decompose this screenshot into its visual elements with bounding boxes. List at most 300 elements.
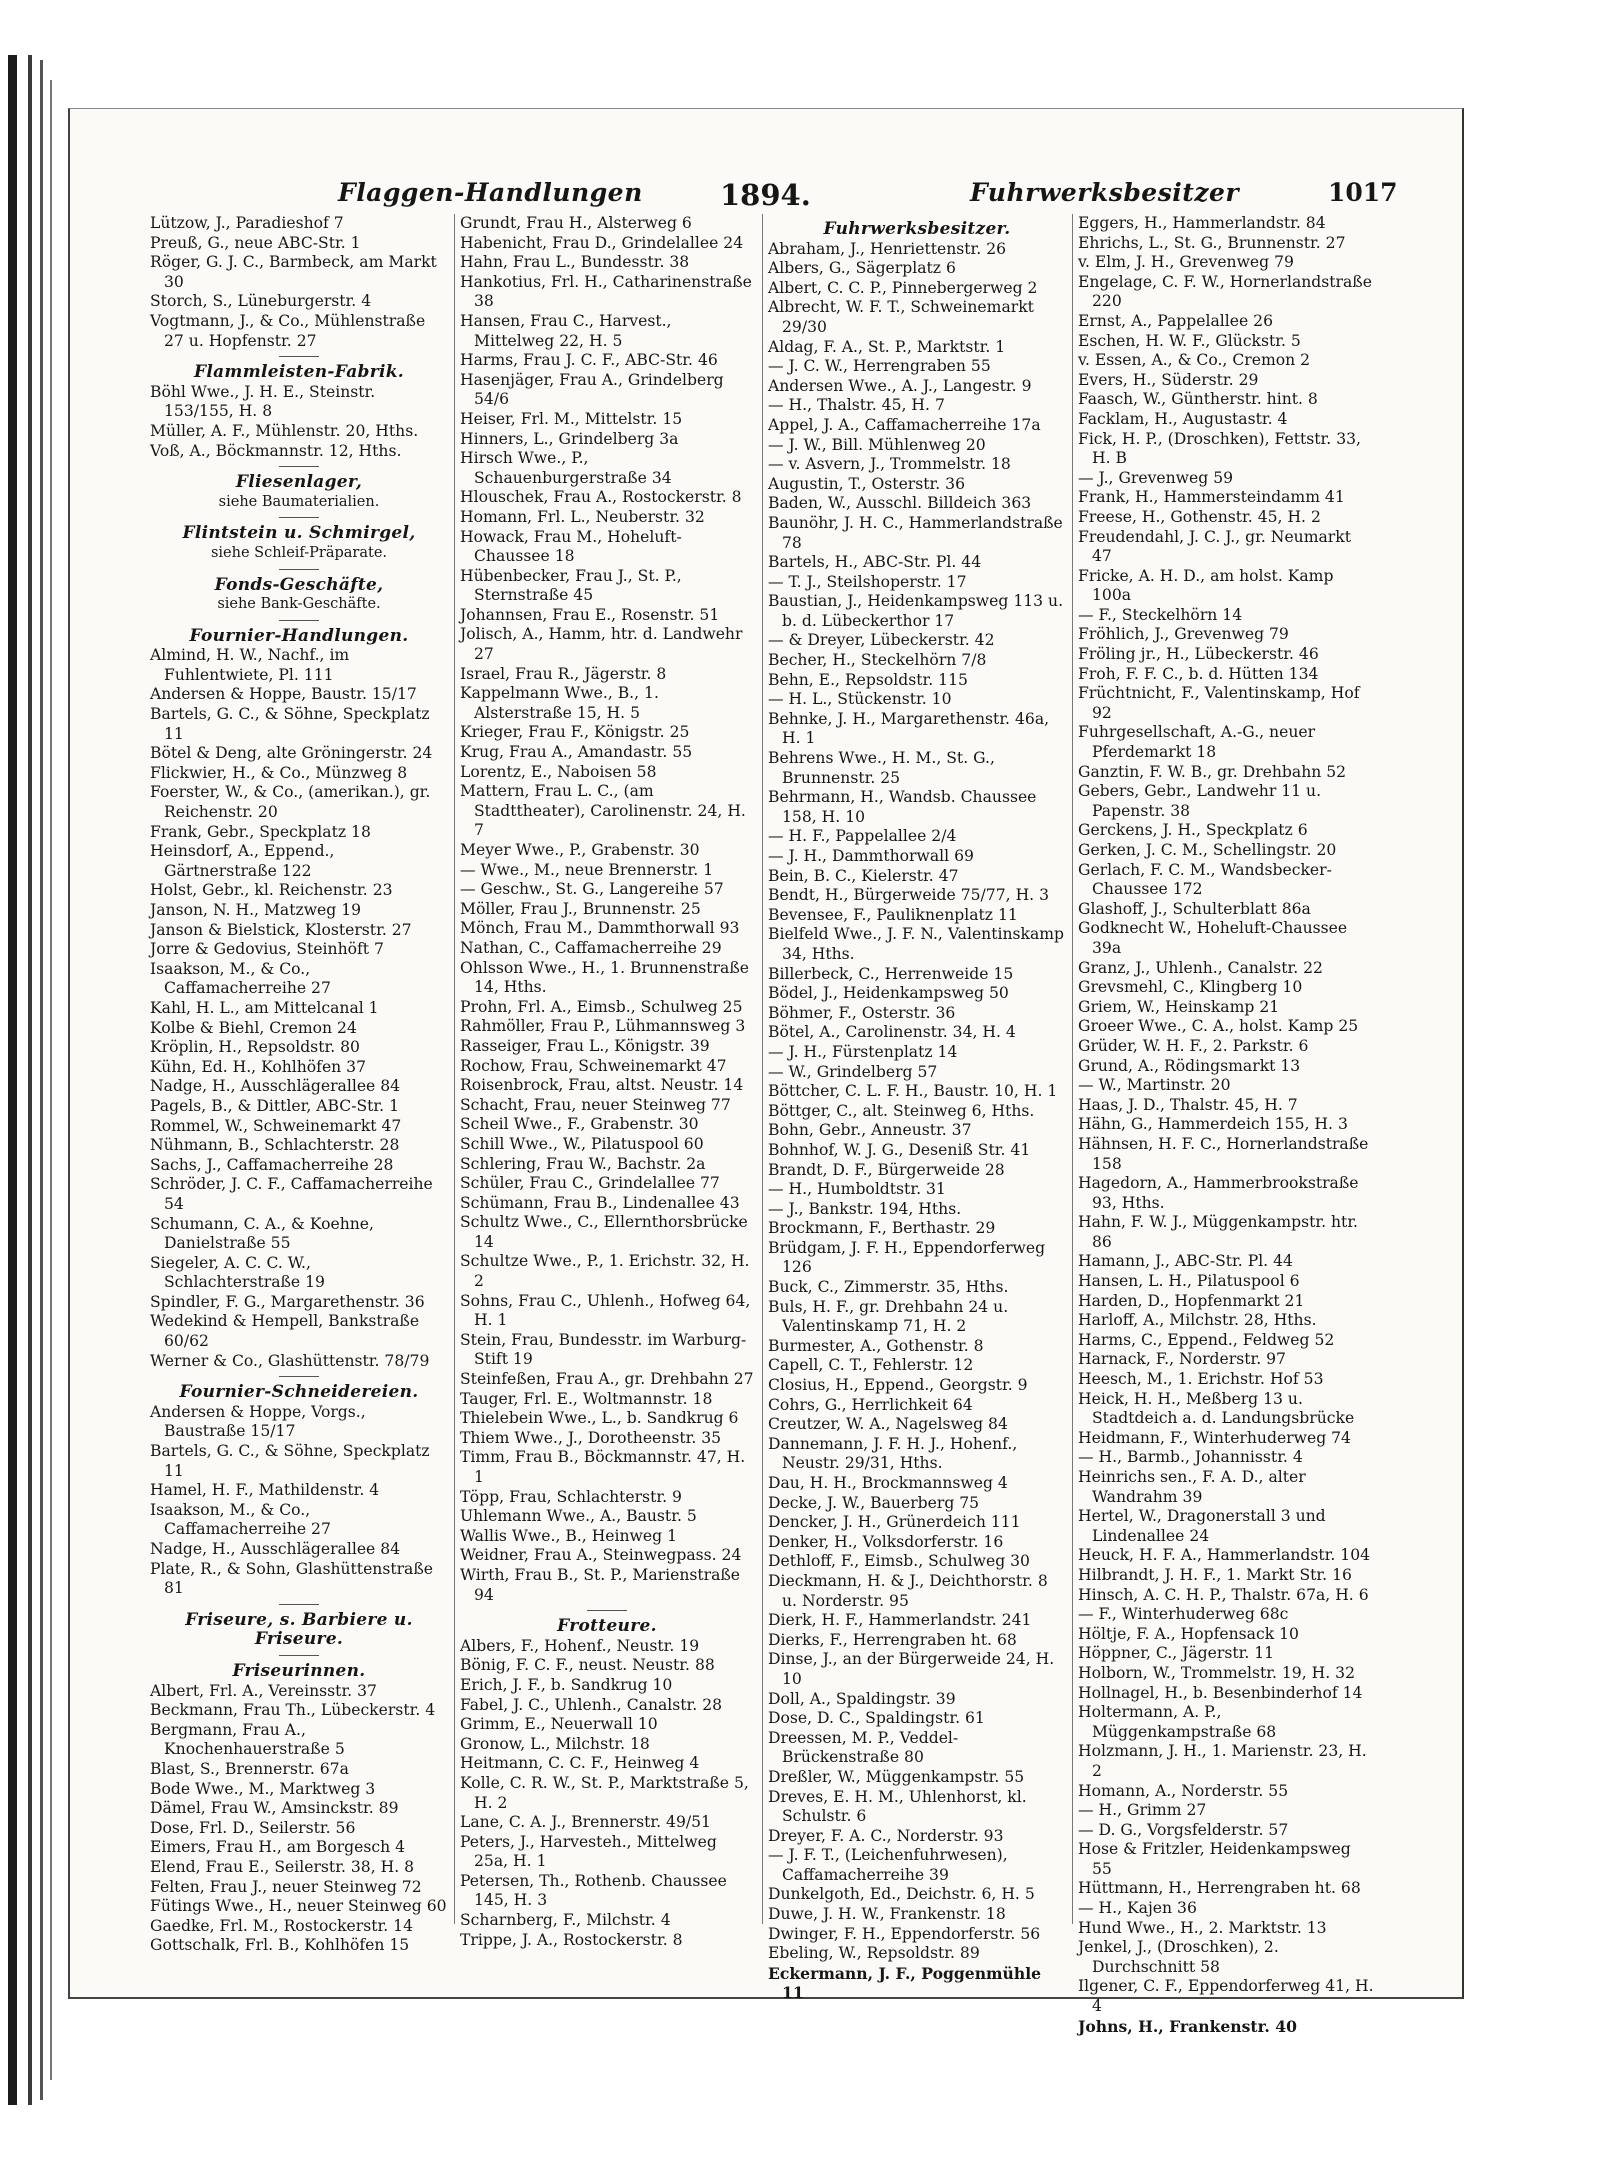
section-rule — [279, 466, 319, 467]
section-heading: Frotteure. — [557, 1616, 657, 1637]
directory-entry: — Geschw., St. G., Langereihe 57 — [460, 880, 724, 899]
directory-entry: Uhlemann Wwe., A., Baustr. 5 — [460, 1507, 697, 1526]
directory-entry: Gerckens, J. H., Speckplatz 6 — [1078, 821, 1308, 840]
directory-entry: Albers, G., Sägerplatz 6 — [768, 259, 956, 278]
directory-entry: v. Essen, A., & Co., Cremon 2 — [1078, 351, 1311, 370]
directory-entry: Ebeling, W., Repsoldstr. 89 — [768, 1944, 980, 1963]
directory-entry: Blast, S., Brennerstr. 67a — [150, 1759, 349, 1778]
directory-entry: Baden, W., Ausschl. Billdeich 363 — [768, 494, 1032, 513]
header-year: 1894. — [720, 178, 811, 212]
directory-entry: Früchtnicht, F., Valentinskamp, Hof 92 — [1078, 684, 1360, 722]
directory-entry: Eckermann, J. F., Poggenmühle 11 — [768, 1963, 1042, 2003]
directory-entry: Dinse, J., an der Bürgerweide 24, H. 10 — [768, 1650, 1055, 1688]
directory-entry: Schultz Wwe., C., Ellernthorsbrücke 14 — [460, 1213, 748, 1251]
directory-entry: Höppner, C., Jägerstr. 11 — [1078, 1644, 1275, 1663]
directory-entry: Bohnhof, W. J. G., Deseniß Str. 41 — [768, 1140, 1031, 1159]
directory-entry: Prohn, Frl. A., Eimsb., Schulweg 25 — [460, 997, 743, 1016]
cross-reference: siehe Bank-Geschäfte. — [217, 596, 381, 613]
directory-entry: Andersen & Hoppe, Vorgs., Baustraße 15/17 — [150, 1402, 366, 1441]
directory-entry: Hahn, F. W. J., Müggenkampstr. htr. 86 — [1078, 1213, 1359, 1251]
directory-entry: Tauger, Frl. E., Woltmannstr. 18 — [460, 1389, 713, 1408]
directory-entry: Fricke, A. H. D., am holst. Kamp 100a — [1078, 566, 1334, 605]
book-binding-edge — [0, 0, 62, 2177]
directory-entry: Bein, B. C., Kielerstr. 47 — [768, 866, 959, 885]
directory-entry: Schumann, C. A., & Koehne, Danielstraße 55 — [150, 1214, 374, 1253]
directory-entry: Storch, S., Lüneburgerstr. 4 — [150, 292, 372, 311]
section-rule — [279, 569, 319, 570]
directory-entry: Brandt, D. F., Bürgerweide 28 — [768, 1160, 1005, 1179]
directory-entry: Scheil Wwe., F., Grabenstr. 30 — [460, 1115, 699, 1134]
section-rule — [279, 356, 319, 357]
directory-entry: Böhmer, F., Osterstr. 36 — [768, 1003, 956, 1022]
directory-entry: Froh, F. F. C., b. d. Hütten 134 — [1078, 664, 1319, 683]
directory-entry: Brockmann, F., Berthastr. 29 — [768, 1219, 996, 1238]
directory-entry: Hankotius, Frl. H., Catharinenstraße 38 — [460, 272, 752, 311]
directory-entry: Hahn, Frau L., Bundesstr. 38 — [460, 253, 690, 272]
directory-entry: Albers, F., Hohenf., Neustr. 19 — [460, 1636, 700, 1655]
directory-entry: Sohns, Frau C., Uhlenh., Hofweg 64, H. 1 — [460, 1291, 751, 1330]
directory-entry: Gronow, L., Milchstr. 18 — [460, 1734, 650, 1753]
directory-entry: Rasseiger, Frau L., Königstr. 39 — [460, 1036, 710, 1055]
directory-entry: Bergmann, Frau A., Knochenhauerstraße 5 — [150, 1720, 345, 1759]
directory-entry: — T. J., Steilshoperstr. 17 — [768, 572, 967, 591]
directory-entry: Dau, H. H., Brockmannsweg 4 — [768, 1474, 1008, 1492]
directory-entry: Eggers, H., Hammerlandstr. 84 — [1078, 214, 1326, 232]
directory-entry: Dierks, F., Herrengraben ht. 68 — [768, 1630, 1017, 1649]
directory-entry: Krieger, Frau F., Königstr. 25 — [460, 723, 690, 742]
page-header — [258, 178, 1398, 214]
directory-entry: Dieckmann, H. & J., Deichthorstr. 8 u. Norderstr. 95 — [768, 1571, 1048, 1610]
directory-entry: Hilbrandt, J. H. F., 1. Markt Str. 16 — [1078, 1565, 1352, 1584]
directory-entry: Hlouschek, Frau A., Rostockerstr. 8 — [460, 488, 742, 507]
directory-entry: Buck, C., Zimmerstr. 35, Hths. — [768, 1278, 1009, 1297]
directory-entry: Schlering, Frau W., Bachstr. 2a — [460, 1154, 706, 1173]
directory-entry: Dose, D. C., Spaldingstr. 61 — [768, 1709, 985, 1728]
directory-entry: Schümann, Frau B., Lindenallee 43 — [460, 1193, 740, 1212]
directory-entry: — H., Barmb., Johannisstr. 4 — [1078, 1448, 1303, 1467]
directory-entry: Granz, J., Uhlenh., Canalstr. 22 — [1078, 958, 1323, 977]
directory-entry: — & Dreyer, Lübeckerstr. 42 — [768, 631, 995, 650]
column-3 — [768, 214, 1066, 2003]
directory-entry: Hirsch Wwe., P., Schauenburgerstraße 34 — [460, 449, 672, 487]
directory-entry: — W., Martinstr. 20 — [1078, 1076, 1231, 1095]
directory-entry: Harloff, A., Milchstr. 28, Hths. — [1078, 1311, 1317, 1330]
column-divider — [1072, 214, 1073, 1924]
directory-entry: Habenicht, Frau D., Grindelallee 24 — [460, 233, 744, 252]
directory-entry: Heinsdorf, A., Eppend., Gärtnerstraße 122 — [150, 842, 335, 880]
directory-entry: Hollnagel, H., b. Besenbinderhof 14 — [1078, 1683, 1363, 1702]
directory-entry: Gerlach, F. C. M., Wandsbecker-Chaussee 172 — [1078, 860, 1332, 899]
directory-entry: Closius, H., Eppend., Georgstr. 9 — [768, 1376, 1028, 1395]
directory-entry: Hübenbecker, Frau J., St. P., Sternstraße 45 — [460, 566, 682, 605]
directory-entry: Harnack, F., Norderstr. 97 — [1078, 1350, 1286, 1369]
directory-entry: Gerken, J. C. M., Schellingstr. 20 — [1078, 841, 1337, 859]
directory-entry: Schultze Wwe., P., 1. Erichstr. 32, H. 2 — [460, 1252, 750, 1291]
directory-entry: Dreessen, M. P., Veddel-Brückenstraße 80 — [768, 1728, 959, 1767]
directory-entry: — H., Grimm 27 — [1078, 1801, 1207, 1820]
directory-entry: Schröder, J. C. F., Caffamacherreihe 54 — [150, 1175, 433, 1213]
directory-entry: Bendt, H., Bürgerweide 75/77, H. 3 — [768, 886, 1049, 905]
directory-entry: Gottschalk, Frl. B., Kohlhöfen 15 — [150, 1936, 410, 1955]
directory-entry: Heesch, M., 1. Erichstr. Hof 53 — [1078, 1370, 1324, 1389]
directory-entry: Hose & Fritzler, Heidenkampsweg 55 — [1078, 1840, 1351, 1878]
directory-entry: Höltje, F. A., Hopfensack 10 — [1078, 1624, 1299, 1643]
directory-entry: Doll, A., Spaldingstr. 39 — [768, 1689, 956, 1708]
directory-entry: Siegeler, A. C. C. W., Schlachterstraße 19 — [150, 1253, 325, 1292]
directory-entry: Rahmöller, Frau P., Lühmannsweg 3 — [460, 1017, 746, 1036]
directory-entry: Israel, Frau R., Jägerstr. 8 — [460, 664, 667, 683]
directory-entry: Bode Wwe., M., Marktweg 3 — [150, 1779, 376, 1798]
directory-entry: Heidmann, F., Winterhuderweg 74 — [1078, 1428, 1351, 1447]
directory-entry: Evers, H., Süderstr. 29 — [1078, 370, 1259, 389]
directory-entry: — H. L., Stückenstr. 10 — [768, 690, 952, 709]
directory-entry: Andersen & Hoppe, Baustr. 15/17 — [150, 685, 417, 704]
directory-entry: Nathan, C., Caffamacherreihe 29 — [460, 938, 722, 957]
directory-entry: Hähn, G., Hammerdeich 155, H. 3 — [1078, 1115, 1348, 1134]
directory-entry: Gaedke, Frl. M., Rostockerstr. 14 — [150, 1916, 413, 1935]
directory-entry: Felten, Frau J., neuer Steinweg 72 — [150, 1877, 422, 1896]
directory-entry: Creutzer, W. A., Nagelsweg 84 — [768, 1415, 1008, 1434]
column-divider — [454, 214, 455, 1924]
directory-entry: Schacht, Frau, neuer Steinweg 77 — [460, 1095, 731, 1114]
section-rule — [279, 1604, 319, 1605]
directory-entry: Heitmann, C. C. F., Heinweg 4 — [460, 1754, 700, 1773]
directory-entry: Krug, Frau A., Amandastr. 55 — [460, 743, 693, 762]
directory-entry: Hinners, L., Grindelberg 3a — [460, 429, 679, 448]
directory-entry: — F., Steckelhörn 14 — [1078, 605, 1243, 624]
section-heading: Fliesenlager, — [235, 472, 363, 493]
directory-entry: Faasch, W., Güntherstr. hint. 8 — [1078, 390, 1318, 409]
section-heading: Flintstein u. Schmirgel, — [182, 523, 416, 544]
directory-entry: Bartels, H., ABC-Str. Pl. 44 — [768, 553, 982, 572]
directory-entry: Fröling jr., H., Lübeckerstr. 46 — [1078, 645, 1319, 664]
directory-entry: Plate, R., & Sohn, Glashüttenstraße 81 — [150, 1559, 434, 1598]
directory-entry: Aldag, F. A., St. P., Marktstr. 1 — [768, 337, 1006, 356]
directory-entry: Wirth, Frau B., St. P., Marienstraße 94 — [460, 1565, 741, 1604]
directory-entry: — J. H., Fürstenplatz 14 — [768, 1042, 958, 1061]
directory-entry: — D. G., Vorgsfelderstr. 57 — [1078, 1820, 1289, 1839]
directory-entry: Harms, Frau J. C. F., ABC-Str. 46 — [460, 351, 718, 370]
directory-entry: Behrens Wwe., H. M., St. G., Brunnenstr. 25 — [768, 749, 995, 787]
directory-entry: Fabel, J. C., Uhlenh., Canalstr. 28 — [460, 1695, 723, 1714]
directory-entry: Behn, E., Repsoldstr. 115 — [768, 670, 968, 689]
directory-entry: Dreves, E. H. M., Uhlenhorst, kl. Schulstr. 6 — [768, 1787, 1027, 1826]
directory-entry: Kröplin, H., Repsoldstr. 80 — [150, 1038, 360, 1057]
directory-entry: Baunöhr, J. H. C., Hammerlandstraße 78 — [768, 513, 1063, 552]
directory-entry: Mattern, Frau L. C., (am Stadttheater), Carolinenstr. 24, H. 7 — [460, 782, 746, 840]
directory-entry: Ehrichs, L., St. G., Brunnenstr. 27 — [1078, 233, 1346, 252]
directory-entry: Heick, H. H., Meßberg 13 u. Stadtdeich a. d. Landungsbrücke — [1078, 1389, 1355, 1428]
directory-entry: Lorentz, E., Naboisen 58 — [460, 762, 657, 781]
directory-entry: Johannsen, Frau E., Rosenstr. 51 — [460, 605, 720, 624]
directory-entry: Spindler, F. G., Margarethenstr. 36 — [150, 1292, 425, 1311]
directory-entry: Nühmann, B., Schlachterstr. 28 — [150, 1136, 400, 1155]
directory-entry: Isaakson, M., & Co., Caffamacherreihe 27 — [150, 1500, 331, 1539]
directory-entry: Freese, H., Gothenstr. 45, H. 2 — [1078, 507, 1321, 526]
directory-entry: Hansen, L. H., Pilatuspool 6 — [1078, 1272, 1300, 1291]
column-divider — [762, 214, 763, 1924]
directory-entry: Freudendahl, J. C. J., gr. Neumarkt 47 — [1078, 527, 1351, 566]
directory-entry: Hüttmann, H., Herrengraben ht. 68 — [1078, 1879, 1361, 1898]
directory-entry: Kühn, Ed. H., Kohlhöfen 37 — [150, 1057, 367, 1076]
directory-entry: Schill Wwe., W., Pilatuspool 60 — [460, 1134, 704, 1153]
directory-entry: Bötel, A., Carolinenstr. 34, H. 4 — [768, 1023, 1016, 1042]
section-heading: Friseure, s. Barbiere u. Friseure. — [185, 1609, 413, 1650]
directory-entry: — W., Grindelberg 57 — [768, 1062, 938, 1081]
directory-entry: Appel, J. A., Caffamacherreihe 17a — [768, 415, 1041, 434]
directory-entry: Foerster, W., & Co., (amerikan.), gr. Reichenstr. 20 — [150, 783, 431, 822]
directory-entry: Hund Wwe., H., 2. Marktstr. 13 — [1078, 1918, 1327, 1937]
directory-entry: Beckmann, Frau Th., Lübeckerstr. 4 — [150, 1701, 436, 1720]
directory-entry: Böttcher, C. L. F. H., Baustr. 10, H. 1 — [768, 1082, 1058, 1101]
directory-entry: Bödel, J., Heidenkampsweg 50 — [768, 984, 1009, 1003]
directory-entry: Stein, Frau, Bundesstr. im Warburg-Stift 19 — [460, 1330, 747, 1369]
directory-entry: Dethloff, F., Eimsb., Schulweg 30 — [768, 1552, 1030, 1571]
directory-entry: Hinsch, A. C. H. P., Thalstr. 67a, H. 6 — [1078, 1585, 1369, 1604]
directory-entry: Dämel, Frau W., Amsinckstr. 89 — [150, 1799, 399, 1818]
directory-entry: Töpp, Frau, Schlachterstr. 9 — [460, 1487, 682, 1506]
directory-entry: Glashoff, J., Schulterblatt 86a — [1078, 899, 1311, 918]
directory-entry: Cohrs, G., Herrlichkeit 64 — [768, 1395, 973, 1414]
directory-entry: Mönch, Frau M., Dammthorwall 93 — [460, 919, 740, 938]
directory-entry: Jolisch, A., Hamm, htr. d. Landwehr 27 — [460, 625, 743, 664]
directory-entry: — H., Humboldtstr. 31 — [768, 1180, 946, 1199]
directory-entry: Ganztin, F. W. B., gr. Drehbahn 52 — [1078, 762, 1347, 781]
directory-entry: Billerbeck, C., Herrenweide 15 — [768, 964, 1014, 983]
directory-entry: Bielfeld Wwe., J. F. N., Valentinskamp 34, Hths. — [768, 925, 1065, 963]
directory-entry: Gebers, Gebr., Landwehr 11 u. Papenstr. 38 — [1078, 782, 1322, 820]
header-right-title: Fuhrwerksbesitzer — [970, 178, 1240, 207]
directory-entry: Grevsmehl, C., Klingberg 10 — [1078, 978, 1303, 997]
directory-entry: Decke, J. W., Bauerberg 75 — [768, 1493, 980, 1512]
directory-entry: Harms, C., Eppend., Feldweg 52 — [1078, 1330, 1335, 1349]
directory-entry: Dwinger, F. H., Eppendorferstr. 56 — [768, 1924, 1041, 1943]
directory-entry: Kappelmann Wwe., B., 1. Alsterstraße 15, H. 5 — [460, 684, 659, 722]
directory-entry: Grimm, E., Neuerwall 10 — [460, 1715, 658, 1734]
directory-entry: Wedekind & Hempell, Bankstraße 60/62 — [150, 1312, 420, 1351]
directory-entry: Janson & Bielstick, Klosterstr. 27 — [150, 920, 412, 939]
directory-entry: Pagels, B., & Dittler, ABC-Str. 1 — [150, 1096, 399, 1115]
directory-entry: Rommel, W., Schweinemarkt 47 — [150, 1116, 402, 1135]
section-heading: Fuhrwerksbesitzer. — [823, 219, 1011, 239]
directory-entry: Bevensee, F., Pauliknenplatz 11 — [768, 905, 1018, 924]
directory-entry: Facklam, H., Augustastr. 4 — [1078, 409, 1288, 428]
directory-entry: Harden, D., Hopfenmarkt 21 — [1078, 1291, 1305, 1310]
directory-entry: Nadge, H., Ausschlägerallee 84 — [150, 1540, 401, 1558]
section-rule — [279, 1376, 319, 1377]
directory-entry: Heuck, H. F. A., Hammerlandstr. 104 — [1078, 1546, 1371, 1565]
directory-entry: Johns, H., Frankenstr. 40 — [1078, 2016, 1297, 2036]
directory-entry: — F., Winterhuderweg 68c — [1078, 1605, 1289, 1624]
directory-entry: Petersen, Th., Rothenb. Chaussee 145, H. 3 — [460, 1871, 727, 1910]
directory-entry: Hamann, J., ABC-Str. Pl. 44 — [1078, 1252, 1293, 1271]
directory-entry: Sachs, J., Caffamacherreihe 28 — [150, 1155, 394, 1174]
directory-entry: Heinrichs sen., F. A. D., alter Wandrahm 39 — [1078, 1468, 1306, 1506]
directory-entry: Dunkelgoth, Ed., Deichstr. 6, H. 5 — [768, 1885, 1035, 1904]
directory-entry: Frank, Gebr., Speckplatz 18 — [150, 822, 371, 841]
directory-entry: Albert, Frl. A., Vereinsstr. 37 — [150, 1681, 377, 1700]
directory-entry: Fick, H. P., (Droschken), Fettstr. 33, H. B — [1078, 429, 1361, 468]
directory-entry: Bartels, G. C., & Söhne, Speckplatz 11 — [150, 1442, 430, 1480]
directory-entry: Erich, J. F., b. Sandkrug 10 — [460, 1675, 673, 1694]
column-4 — [1078, 214, 1374, 2036]
directory-entry: Böttger, C., alt. Steinweg 6, Hths. — [768, 1101, 1035, 1120]
directory-entry: Grund, A., Rödingsmarkt 13 — [1078, 1056, 1301, 1075]
directory-entry: Howack, Frau M., Hoheluft-Chaussee 18 — [460, 527, 682, 566]
directory-entry: Roisenbrock, Frau, altst. Neustr. 14 — [460, 1076, 744, 1095]
directory-entry: Dreßler, W., Müggenkampstr. 55 — [768, 1767, 1025, 1786]
directory-entry: Fuhrgesellschaft, A.-G., neuer Pferdemarkt 18 — [1078, 723, 1316, 762]
directory-entry: Janson, N. H., Matzweg 19 — [150, 901, 362, 919]
directory-entry: Denker, H., Volksdorferstr. 16 — [768, 1532, 1004, 1551]
directory-entry: Griem, W., Heinskamp 21 — [1078, 997, 1280, 1016]
directory-entry: — J., Grevenweg 59 — [1078, 468, 1234, 487]
directory-entry: Ilgener, C. F., Eppendorferweg 41, H. 4 — [1078, 1977, 1374, 2016]
directory-entry: — H., Thalstr. 45, H. 7 — [768, 396, 945, 415]
directory-entry: Dierk, H. F., Hammerlandstr. 241 — [768, 1611, 1032, 1630]
directory-entry: Scharnberg, F., Milchstr. 4 — [460, 1911, 671, 1930]
directory-entry: Brüdgam, J. F. H., Eppendorferweg 126 — [768, 1238, 1046, 1277]
directory-entry: Fröhlich, J., Grevenweg 79 — [1078, 625, 1289, 644]
directory-entry: Isaakson, M., & Co., Caffamacherreihe 27 — [150, 959, 331, 998]
directory-entry: Trippe, J. A., Rostockerstr. 8 — [460, 1930, 683, 1949]
directory-entry: Thielebein Wwe., L., b. Sandkrug 6 — [460, 1409, 739, 1428]
cross-reference: siehe Schleif-Präparate. — [210, 544, 388, 561]
directory-entry: Weidner, Frau A., Steinwegpass. 24 — [460, 1546, 742, 1565]
directory-entry: Albert, C. C. P., Pinnebergerweg 2 — [768, 278, 1038, 297]
directory-entry: v. Elm, J. H., Grevenweg 79 — [1078, 253, 1294, 272]
directory-entry: — J. C. W., Herrengraben 55 — [768, 357, 991, 376]
directory-entry: Dencker, J. H., Grünerdeich 111 — [768, 1513, 1021, 1532]
directory-entry: Hagedorn, A., Hammerbrookstraße 93, Hths. — [1078, 1174, 1359, 1212]
directory-entry: Fütings Wwe., H., neuer Steinweg 60 — [150, 1897, 447, 1916]
directory-entry: — J., Bankstr. 194, Hths. — [768, 1199, 962, 1218]
directory-entry: Augustin, T., Osterstr. 36 — [768, 474, 966, 493]
directory-entry: Abraham, J., Henriettenstr. 26 — [768, 239, 1007, 258]
page-number: 1017 — [1328, 178, 1398, 207]
directory-entry: Baustian, J., Heidenkampsweg 113 u. b. d. Lübeckerthor 17 — [768, 592, 1064, 630]
directory-entry: — H., Kajen 36 — [1078, 1899, 1197, 1918]
directory-entry: Voß, A., Böckmannstr. 12, Hths. — [150, 441, 402, 460]
section-heading: Fonds-Geschäfte, — [214, 574, 384, 595]
directory-entry: Bohn, Gebr., Anneustr. 37 — [768, 1121, 972, 1140]
directory-entry: Burmester, A., Gothenstr. 8 — [768, 1336, 984, 1355]
directory-entry: Eschen, H. W. F., Glückstr. 5 — [1078, 331, 1301, 350]
section-heading: Friseurinnen. — [232, 1660, 366, 1681]
header-left-title: Flaggen-Handlungen — [338, 178, 643, 207]
directory-entry: Grundt, Frau H., Alsterweg 6 — [460, 214, 692, 232]
section-heading: Fournier-Handlungen. — [189, 625, 409, 646]
directory-entry: Meyer Wwe., P., Grabenstr. 30 — [460, 841, 700, 859]
directory-entry: Eimers, Frau H., am Borgesch 4 — [150, 1838, 406, 1857]
directory-entry: Holtermann, A. P., Müggenkampstraße 68 — [1078, 1703, 1277, 1741]
directory-entry: Rochow, Frau, Schweinemarkt 47 — [460, 1056, 727, 1075]
directory-entry: Buls, H. F., gr. Drehbahn 24 u. Valentinskamp 71, H. 2 — [768, 1297, 1009, 1336]
directory-entry: Nadge, H., Ausschlägerallee 84 — [150, 1077, 401, 1096]
directory-entry: Timm, Frau B., Böckmannstr. 47, H. 1 — [460, 1448, 746, 1486]
directory-entry: — J. F. T., (Leichenfuhrwesen), Caffamacherreihe 39 — [768, 1846, 1008, 1884]
directory-entry: Müller, A. F., Mühlenstr. 20, Hths. — [150, 421, 419, 440]
directory-entry: Homann, Frl. L., Neuberstr. 32 — [460, 507, 705, 526]
directory-entry: Dannemann, J. F. H. J., Hohenf., Neustr. 29/31, Hths. — [768, 1434, 1018, 1473]
directory-entry: Preuß, G., neue ABC-Str. 1 — [150, 233, 361, 252]
directory-entry: Elend, Frau E., Seilerstr. 38, H. 8 — [150, 1857, 415, 1876]
directory-entry: Werner & Co., Glashüttenstr. 78/79 — [150, 1351, 430, 1370]
directory-entry: Grüder, W. H. F., 2. Parkstr. 6 — [1078, 1036, 1309, 1055]
directory-entry: Lützow, J., Paradieshof 7 — [150, 214, 344, 232]
section-rule — [279, 1655, 319, 1656]
directory-entry: Andersen Wwe., A. J., Langestr. 9 — [768, 376, 1032, 395]
directory-entry: — J. H., Dammthorwall 69 — [768, 847, 974, 865]
directory-entry: Bötel & Deng, alte Gröningerstr. 24 — [150, 744, 433, 763]
directory-entry: Frank, H., Hammersteindamm 41 — [1078, 488, 1345, 507]
directory-entry: Dreyer, F. A. C., Norderstr. 93 — [768, 1826, 1004, 1845]
directory-entry: Peters, J., Harvesteh., Mittelweg 25a, H. 1 — [460, 1832, 717, 1871]
column-1 — [150, 214, 448, 1955]
directory-entry: Thiem Wwe., J., Dorotheenstr. 35 — [460, 1428, 722, 1447]
directory-entry: Jorre & Gedovius, Steinhöft 7 — [150, 940, 384, 959]
directory-entry: Almind, H. W., Nachf., im Fuhlentwiete, Pl. 111 — [150, 646, 350, 684]
directory-entry: Holzmann, J. H., 1. Marienstr. 23, H. 2 — [1078, 1742, 1367, 1780]
directory-entry: Vogtmann, J., & Co., Mühlenstraße 27 u. Hopfenstr. 27 — [150, 311, 426, 350]
directory-entry: Lane, C. A. J., Brennerstr. 49/51 — [460, 1813, 711, 1832]
directory-entry: Duwe, J. H. W., Frankenstr. 18 — [768, 1905, 1006, 1924]
directory-entry: Godknecht W., Hoheluft-Chaussee 39a — [1078, 919, 1348, 957]
directory-entry: Jenkel, J., (Droschken), 2. Durchschnitt 58 — [1078, 1938, 1279, 1976]
directory-entry: Wallis Wwe., B., Heinweg 1 — [460, 1526, 677, 1545]
directory-entry: Becher, H., Steckelhörn 7/8 — [768, 651, 987, 670]
directory-entry: Hertel, W., Dragonerstall 3 und Lindenallee 24 — [1078, 1507, 1326, 1545]
directory-entry: Hähnsen, H. F. C., Hornerlandstraße 158 — [1078, 1134, 1369, 1173]
directory-entry: Albrecht, W. F. T., Schweinemarkt 29/30 — [768, 298, 1034, 336]
directory-entry: — v. Asvern, J., Trommelstr. 18 — [768, 455, 1011, 474]
directory-entry: Behrmann, H., Wandsb. Chaussee 158, H. 10 — [768, 788, 1037, 826]
directory-entry: Kahl, H. L., am Mittelcanal 1 — [150, 998, 379, 1017]
directory-entry: Möller, Frau J., Brunnenstr. 25 — [460, 899, 701, 918]
section-heading: Fournier-Schneidereien. — [179, 1382, 419, 1403]
directory-entry: Steinfeßen, Frau A., gr. Drehbahn 27 — [460, 1370, 754, 1389]
directory-entry: Schüler, Frau C., Grindelallee 77 — [460, 1174, 720, 1193]
directory-entry: Hamel, H. F., Mathildenstr. 4 — [150, 1481, 380, 1500]
directory-entry: Haas, J. D., Thalstr. 45, H. 7 — [1078, 1095, 1298, 1114]
directory-entry: Homann, A., Norderstr. 55 — [1078, 1781, 1289, 1800]
directory-entry: — Wwe., M., neue Brennerstr. 1 — [460, 860, 714, 879]
cross-reference: siehe Baumaterialien. — [218, 493, 380, 510]
directory-entry: Bönig, F. C. F., neust. Neustr. 88 — [460, 1656, 715, 1675]
directory-entry: Flickwier, H., & Co., Münzweg 8 — [150, 763, 408, 782]
directory-entry: Engelage, C. F. W., Hornerlandstraße 220 — [1078, 272, 1372, 311]
directory-entry: Kolle, C. R. W., St. P., Marktstraße 5, H. 2 — [460, 1773, 749, 1812]
directory-entry: Hasenjäger, Frau A., Grindelberg 54/6 — [460, 370, 724, 409]
directory-entry: Ernst, A., Pappelallee 26 — [1078, 311, 1273, 330]
directory-entry: Ohlsson Wwe., H., 1. Brunnenstraße 14, Hths. — [460, 958, 749, 997]
directory-entry: Hansen, Frau C., Harvest., Mittelweg 22, H. 5 — [460, 311, 672, 350]
directory-entry: Groeer Wwe., C. A., holst. Kamp 25 — [1078, 1017, 1359, 1036]
directory-entry: Heiser, Frl. M., Mittelstr. 15 — [460, 409, 683, 428]
directory-entry: Röger, G. J. C., Barmbeck, am Markt 30 — [150, 253, 437, 291]
section-rule — [279, 620, 319, 621]
directory-entry: Dose, Frl. D., Seilerstr. 56 — [150, 1818, 356, 1837]
directory-entry: — H. F., Pappelallee 2/4 — [768, 827, 957, 846]
directory-entry: Böhl Wwe., J. H. E., Steinstr. 153/155, H. 8 — [150, 382, 376, 421]
column-2 — [460, 214, 754, 1949]
directory-entry: — J. W., Bill. Mühlenweg 20 — [768, 435, 986, 454]
section-rule — [279, 517, 319, 518]
directory-entry: Kolbe & Biehl, Cremon 24 — [150, 1018, 357, 1037]
directory-entry: Bartels, G. C., & Söhne, Speckplatz 11 — [150, 705, 430, 743]
directory-entry: Capell, C. T., Fehlerstr. 12 — [768, 1356, 974, 1375]
directory-entry: Behnke, J. H., Margarethenstr. 46a, H. 1 — [768, 709, 1050, 748]
